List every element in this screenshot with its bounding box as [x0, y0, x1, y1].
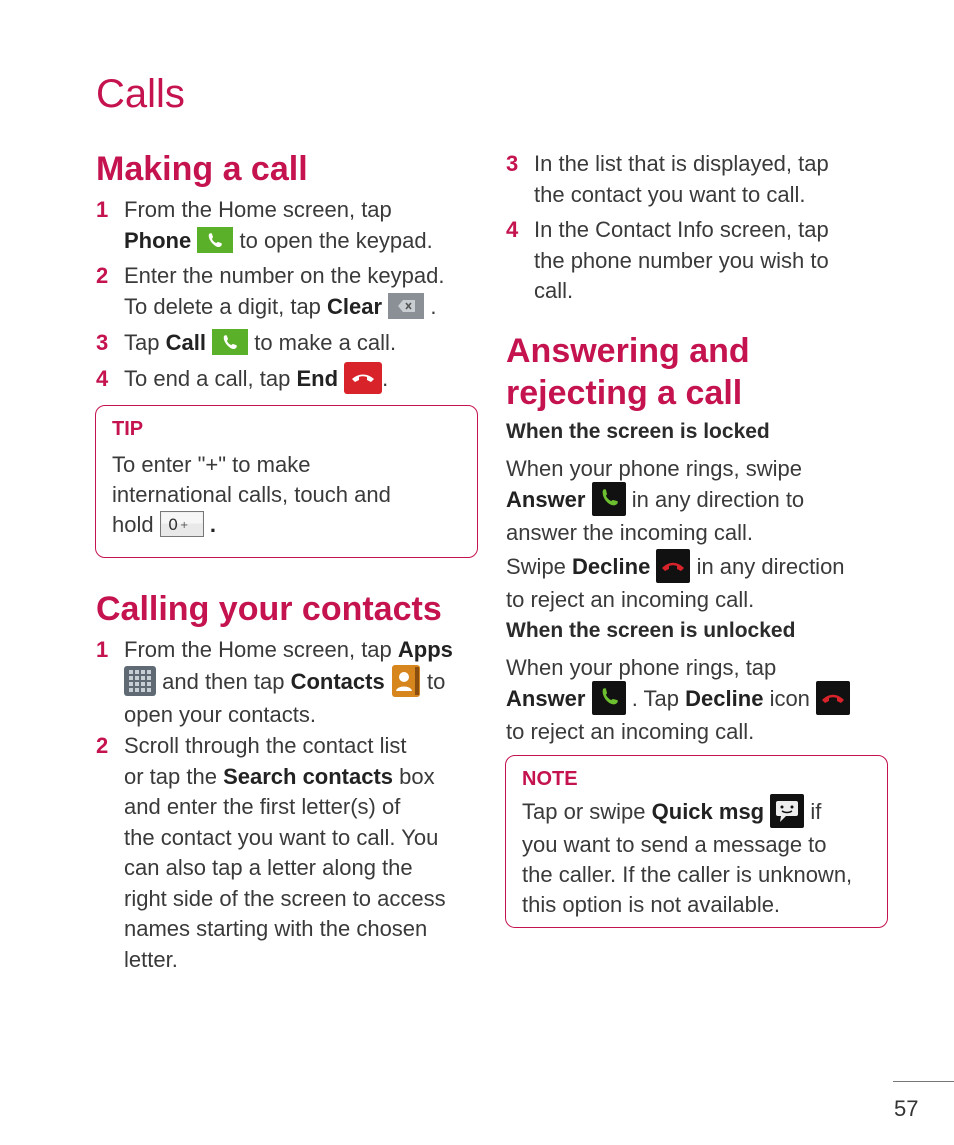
- answering-heading-line: rejecting a call: [506, 374, 743, 412]
- note-line: Tap or swipe: [522, 798, 646, 824]
- note-label: NOTE: [522, 768, 578, 790]
- tip-line: .: [209, 512, 216, 537]
- note-box: [505, 755, 888, 928]
- contacts-label: Contacts: [290, 668, 385, 694]
- calling-contacts-heading: Calling your contacts: [96, 590, 442, 628]
- locked-subheading: When the screen is locked: [506, 420, 770, 443]
- contacts-step-3: [506, 149, 876, 211]
- call-icon: [212, 329, 248, 355]
- locked-answer-text: [506, 454, 886, 548]
- para-text: to reject an incoming call.: [506, 719, 755, 744]
- making-step-2: [96, 261, 476, 323]
- step-text: the contact you want to call. You: [124, 824, 439, 850]
- step-text: and enter the first letter(s) of: [124, 794, 401, 819]
- step-text: Enter the number on the keypad.: [124, 263, 445, 288]
- answer-label: Answer: [506, 486, 586, 512]
- contacts-step-4: [506, 215, 876, 307]
- tip-line: international calls, touch and: [112, 482, 391, 507]
- step-text: .: [382, 366, 389, 391]
- decline-icon: [816, 681, 850, 715]
- answer-label: Answer: [506, 685, 586, 711]
- para-text: Swipe: [506, 553, 566, 579]
- step-number: 2: [96, 733, 109, 758]
- making-step-1: [96, 195, 476, 257]
- decline-label: Decline: [572, 553, 651, 579]
- locked-decline-text: [506, 551, 886, 615]
- apps-icon: [124, 666, 156, 696]
- para-text: in any direction to: [631, 486, 805, 512]
- contacts-icon: [391, 664, 421, 698]
- end-label: End: [296, 366, 339, 391]
- step-text: names starting with the chosen: [124, 916, 428, 941]
- unlocked-text: [506, 653, 886, 747]
- step-number: 3: [96, 330, 109, 355]
- svg-text:+: +: [179, 520, 189, 532]
- step-number: 3: [506, 151, 519, 176]
- unlocked-subheading: When the screen is unlocked: [506, 619, 796, 642]
- step-text: .: [430, 293, 437, 319]
- tip-line: To enter "+" to make: [112, 452, 311, 477]
- making-step-4: [96, 364, 476, 398]
- step-text: the phone number you wish to: [534, 247, 829, 273]
- step-text: Tap: [124, 330, 160, 355]
- clear-icon: [388, 293, 424, 319]
- step-number: 4: [96, 366, 109, 391]
- phone-icon: [197, 227, 233, 253]
- step-number: 1: [96, 197, 109, 222]
- para-text: in any direction: [696, 553, 845, 579]
- para-text: answer the incoming call.: [506, 520, 754, 545]
- apps-label: Apps: [397, 637, 453, 662]
- note-text: [522, 796, 877, 920]
- para-text: When your phone rings, swipe: [506, 456, 802, 481]
- step-text: To delete a digit, tap: [124, 293, 321, 319]
- making-step-3: [96, 328, 476, 360]
- answering-heading: [506, 330, 750, 414]
- step-text: From the Home screen, tap: [124, 197, 392, 222]
- svg-text:0: 0: [167, 515, 178, 535]
- contacts-step-2: [96, 731, 481, 976]
- contacts-step-1: [96, 635, 481, 727]
- step-text: From the Home screen, tap: [124, 637, 392, 662]
- note-line: if: [810, 798, 822, 824]
- search-contacts-label: Search contacts: [223, 763, 394, 789]
- step-text: or tap the: [124, 763, 217, 789]
- page-number: 57: [894, 1096, 919, 1121]
- para-text: icon: [769, 685, 810, 711]
- clear-label: Clear: [327, 293, 383, 319]
- step-text: to: [426, 668, 446, 694]
- making-call-heading: Making a call: [96, 150, 308, 188]
- step-text: call.: [534, 278, 574, 303]
- page-number-rule: [893, 1081, 954, 1082]
- answer-icon: [592, 681, 626, 715]
- decline-label: Decline: [685, 685, 764, 711]
- step-text: the contact you want to call.: [534, 181, 806, 207]
- step-text: to make a call.: [254, 330, 397, 355]
- phone-label: Phone: [124, 227, 192, 253]
- step-number: 2: [96, 263, 109, 288]
- quick-msg-label: Quick msg: [651, 798, 765, 824]
- end-call-icon: [344, 362, 382, 394]
- step-text: open your contacts.: [124, 701, 317, 727]
- tip-box: [95, 405, 478, 558]
- call-label: Call: [165, 330, 206, 355]
- step-number: 4: [506, 217, 519, 242]
- answer-icon: [592, 482, 626, 516]
- step-text: In the list that is displayed, tap: [534, 151, 829, 176]
- para-text: When your phone rings, tap: [506, 655, 777, 680]
- step-text: In the Contact Info screen, tap: [534, 217, 829, 242]
- step-number: 1: [96, 637, 109, 662]
- decline-icon: [656, 549, 690, 583]
- tip-text: [112, 450, 462, 540]
- step-text: and then tap: [162, 668, 285, 694]
- para-text: to reject an incoming call.: [506, 587, 755, 612]
- note-line: the caller. If the caller is unknown,: [522, 862, 853, 887]
- answering-heading-line: Answering and: [506, 332, 750, 370]
- step-text: To end a call, tap: [124, 366, 291, 391]
- quick-msg-icon: [770, 794, 804, 828]
- page-title: Calls: [96, 72, 185, 116]
- step-text: letter.: [124, 946, 178, 972]
- step-text: box: [399, 763, 435, 789]
- step-text: to open the keypad.: [239, 227, 433, 253]
- step-text: right side of the screen to access: [124, 885, 446, 911]
- note-line: you want to send a message to: [522, 832, 827, 857]
- tip-line: hold: [112, 512, 154, 537]
- step-text: can also tap a letter along the: [124, 855, 413, 880]
- para-text: . Tap: [631, 685, 680, 711]
- note-line: this option is not available.: [522, 892, 781, 917]
- zero-plus-key-icon: [160, 511, 204, 537]
- tip-label: TIP: [112, 418, 144, 440]
- step-text: Scroll through the contact list: [124, 733, 407, 758]
